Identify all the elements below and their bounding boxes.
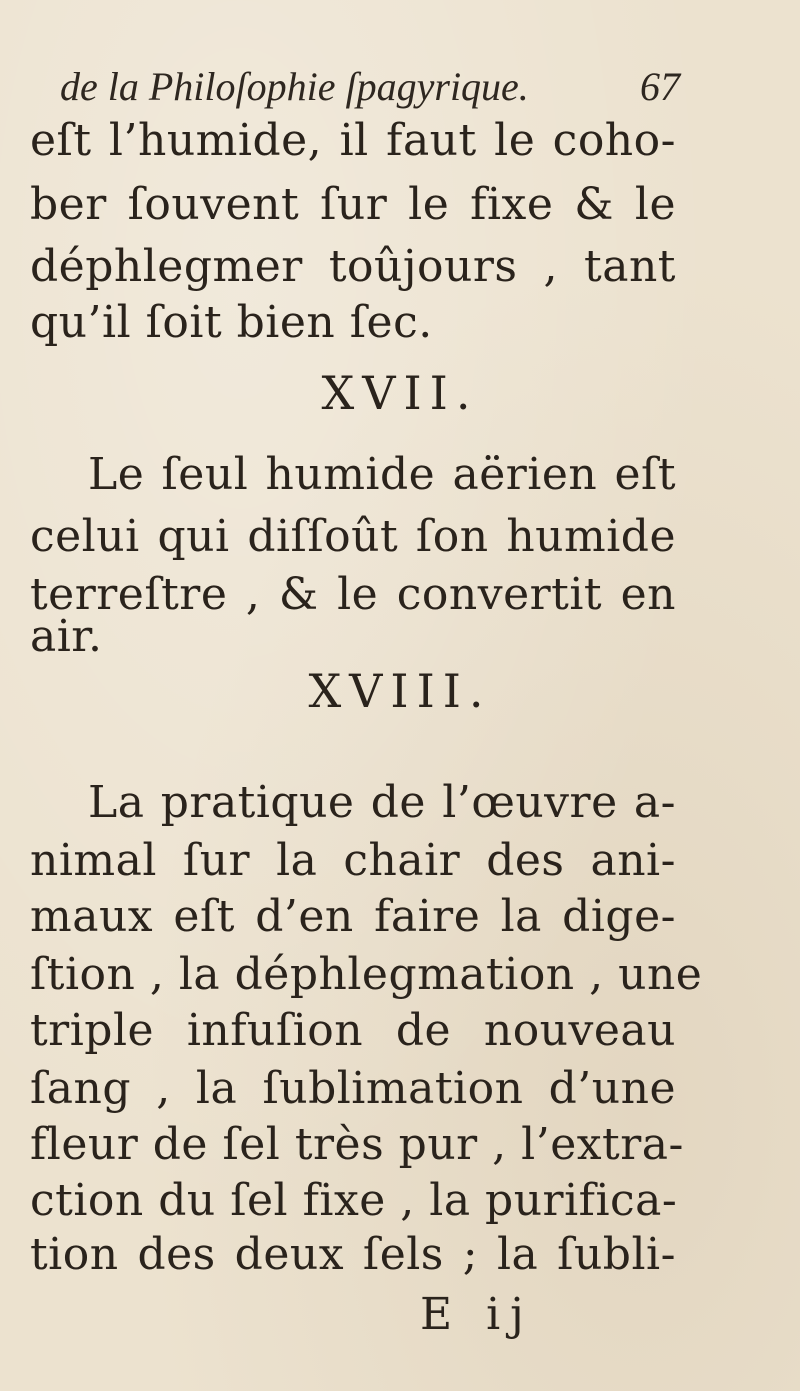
text-line: ſtion , la déphlegmation , une [30, 949, 703, 1000]
text-line: fleur de ſel très pur , l’extra- [30, 1119, 684, 1170]
running-head [60, 62, 680, 112]
text-line: La pratique de l’œuvre a- [88, 777, 676, 828]
section-heading-xviii: XVIII. [308, 664, 492, 718]
text-line: ber ſouvent ſur le fixe & le [30, 179, 676, 230]
text-line: déphlegmer toûjours , tant [30, 241, 676, 292]
text-line: eſt l’humide, il faut le coho- [30, 115, 676, 166]
page-number: 67 [640, 64, 680, 109]
signature-mark: E ij [420, 1289, 534, 1340]
text-line: ſang , la ſublimation d’une [30, 1063, 676, 1114]
text-line: terreſtre , & le convertit en [30, 569, 676, 620]
text-line: nimal ſur la chair des ani- [30, 835, 676, 886]
running-head-title: de la Philoſophie ſpagyrique. [60, 64, 529, 109]
text-line: qu’il ſoit bien ſec. [30, 297, 433, 348]
text-line: Le ſeul humide aërien eſt [88, 449, 676, 500]
section-heading-xvii: XVII. [321, 366, 479, 420]
text-line: ction du ſel fixe , la purifica- [30, 1175, 678, 1226]
text-line: air. [30, 611, 103, 662]
text-line: maux eſt d’en faire la dige- [30, 891, 676, 942]
text-line: celui qui diſſoût ſon humide [30, 511, 676, 562]
text-line: tion des deux ſels ; la ſubli- [30, 1229, 676, 1280]
text-line: triple infuſion de nouveau [30, 1005, 676, 1056]
